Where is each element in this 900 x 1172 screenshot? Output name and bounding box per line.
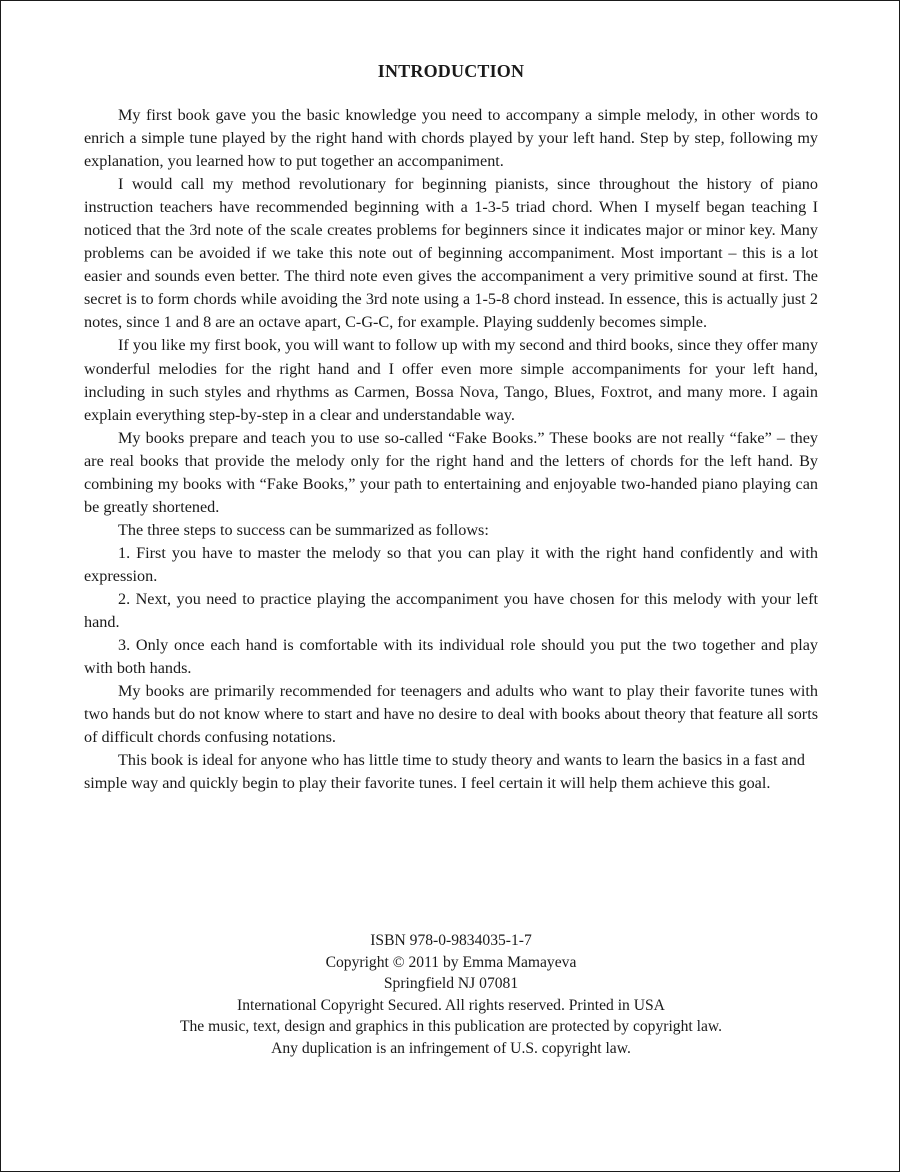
paragraph-fake-books: My books prepare and teach you to use so-called “Fake Books.” These books are not really “fake” – they are real books that provide the melody only for the right hand and the letters of chords for the left hand. By combining my books with “Fake Books,” your path to entertaining and enjoyable two-handed piano playing can be greatly shortened. — [84, 428, 818, 516]
copyright-block — [1, 930, 900, 1060]
paragraph-three-steps: The three steps to success can be summarized as follows: — [118, 520, 489, 539]
introduction-body — [84, 104, 818, 795]
rights-line: International Copyright Secured. All rights reserved. Printed in USA — [237, 996, 665, 1014]
paragraph-follow-up-books: If you like my first book, you will want to follow up with my second and third books, since they offer many wonderful melodies for the right hand and I offer even more simple accompaniments for your left hand, including in such styles and rhythms as Carmen, Bossa Nova, Tango, Blues, Foxtrot, and many more. I again explain everything step-by-step in a clear and understandable way. — [84, 336, 818, 424]
copyright-line: Copyright © 2011 by Emma Mamayeva — [325, 953, 577, 971]
paragraph-audience: My books are primarily recommended for teenagers and adults who want to play their favorite tunes with two hands but do not know where to start and have no desire to deal with books about theory that feature all sorts of difficult chords confusing notations. — [84, 682, 818, 747]
paragraph-method: I would call my method revolutionary for beginning pianists, since throughout the history of piano instruction teachers have recommended beginning with a 1-3-5 triad chord. When I myself began teaching I noticed that the 3rd note of the scale creates problems for beginners since it indicates major or minor key. Many problems can be avoided if we take this note out of beginning accompaniment. Most important – this is a lot easier and sounds even better. The third note even gives the accompaniment a very primitive sound at first. The secret is to form chords while avoiding the 3rd note using a 1-5-8 chord instead. In essence, this is actually just 2 notes, since 1 and 8 are an octave apart, C-G-C, for example. Playing suddenly becomes simple. — [84, 175, 818, 332]
paragraph-first-book: My first book gave you the basic knowledge you need to accompany a simple melody, in other words to enrich a simple tune played by the right hand with chords played by your left hand. Step by step, following my explanation, you learned how to put together an accompaniment. — [84, 106, 818, 171]
paragraph-step-2: 2. Next, you need to practice playing the accompaniment you have chosen for this melody with your left hand. — [84, 589, 818, 632]
paragraph-closing: This book is ideal for anyone who has little time to study theory and wants to learn the basics in a fast and simple way and quickly begin to play their favorite tunes. I feel certain it will help them achieve this goal. — [84, 751, 805, 793]
isbn-line: ISBN 978-0-9834035-1-7 — [370, 932, 532, 949]
paragraph-step-1: 1. First you have to master the melody so that you can play it with the right hand confidently and with expression. — [84, 543, 818, 585]
paragraph-step-3: 3. Only once each hand is comfortable with its individual role should you put the two together and play with both hands. — [84, 636, 818, 678]
location-line: Springfield NJ 07081 — [383, 975, 519, 993]
protection-line: The music, text, design and graphics in this publication are protected by copyright law. — [179, 1018, 723, 1036]
duplication-line: Any duplication is an infringement of U.S. copyright law. — [271, 1039, 631, 1057]
page-title: INTRODUCTION — [377, 61, 525, 81]
